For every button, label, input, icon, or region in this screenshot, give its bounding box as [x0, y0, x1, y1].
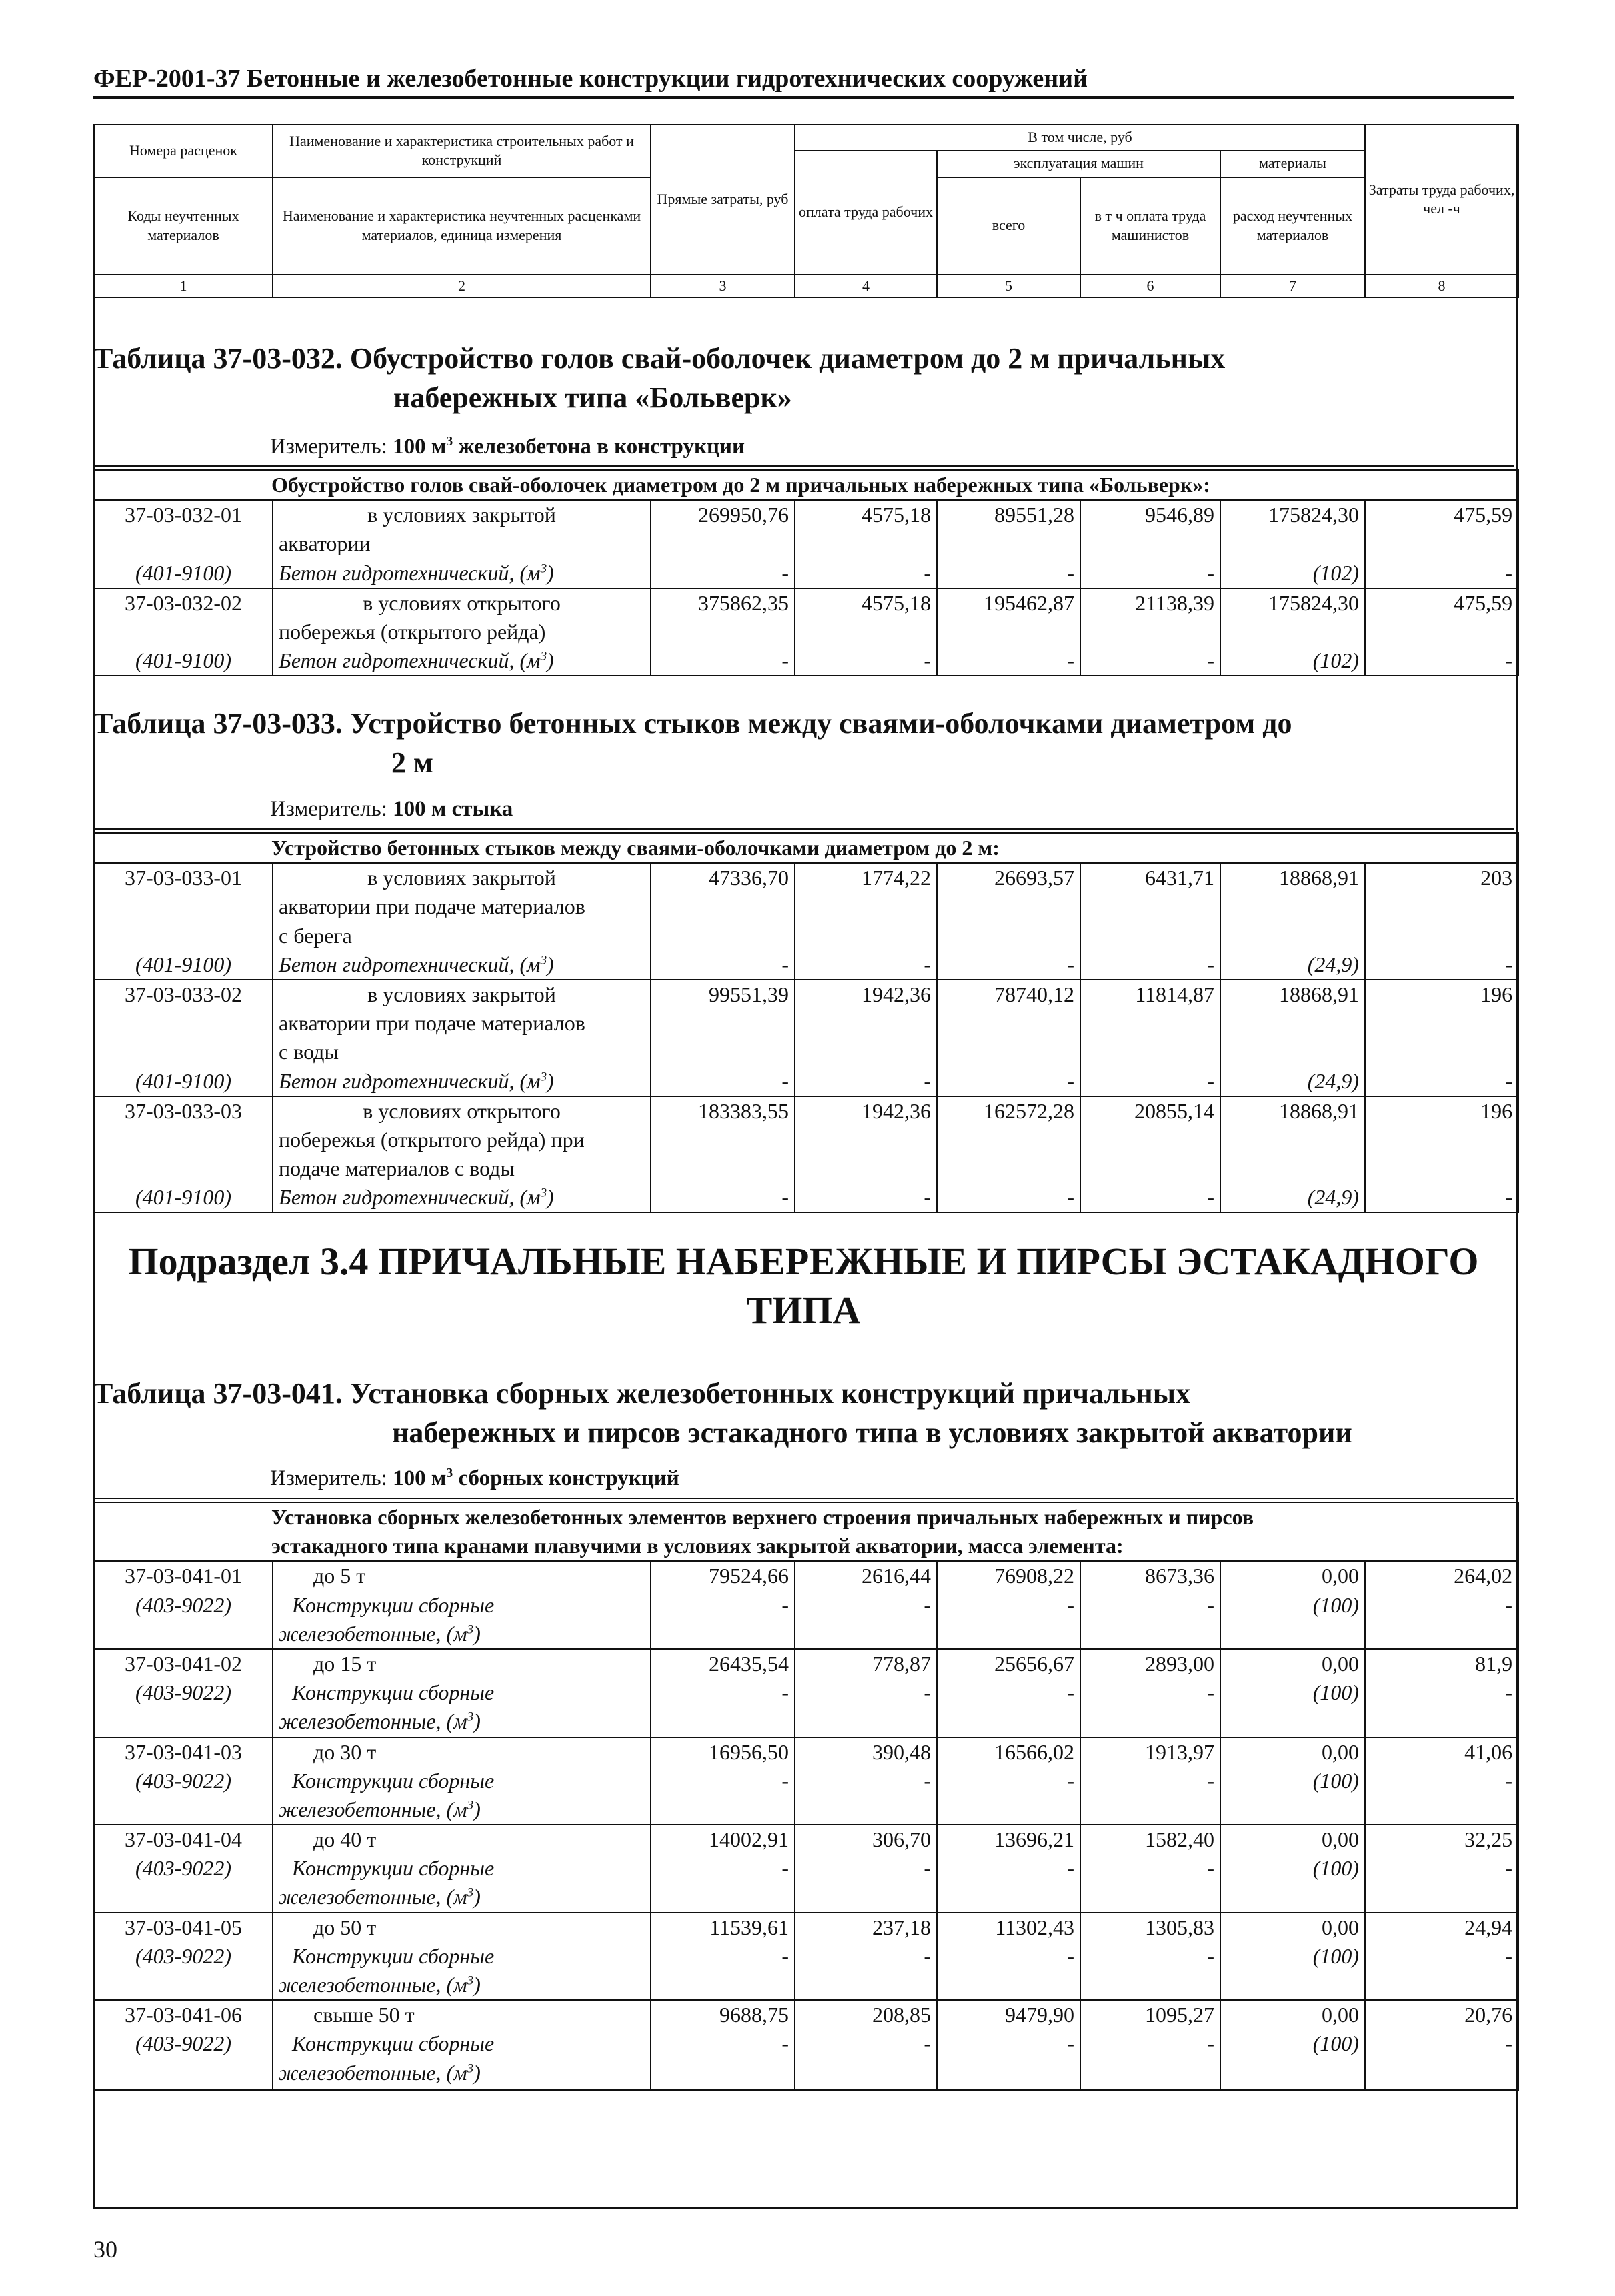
table-033-measure: Измеритель: 100 м стыка: [270, 797, 513, 821]
page-number: 30: [93, 2236, 117, 2263]
header-material-usage: расход неучтенных материалов: [1220, 177, 1365, 275]
table-033: [93, 832, 1519, 1213]
header-codes-top: Номера расценок: [94, 125, 273, 177]
table-row: 37-03-041-05 (403-9022) до 50 т Конструкции сборные железобетонные, $(м^3)$ 11539,61 - 237,18 - 11302,43 - 1305,83 - 0,00 (100) 24,94 -: [94, 1913, 1518, 2001]
table-row-material: (401-9100) Бетон гидротехнический, $(м^3)$ - - - - (24,9) -: [94, 1067, 1518, 1096]
table-032-title: Таблица 37-03-032. Обустройство голов свай-оболочек диаметром до 2 м причальных набережных типа «Больверк»: [93, 342, 1226, 415]
table-041: [93, 1502, 1519, 2091]
table-041-title: Таблица 37-03-041. Установка сборных железобетонных конструкций причальных набережных и пирсов эстакадного типа в условиях закрытой акватории: [93, 1377, 1352, 1450]
table-032-subheader: Обустройство голов свай-оболочек диаметром до 2 м причальных набережных типа «Больверк»:: [94, 470, 1518, 500]
table-row-material: (401-9100) Бетон гидротехнический, $(м^3)$ - - - - (24,9) -: [94, 1183, 1518, 1212]
header-labor-pay: оплата труда рабочих: [795, 151, 937, 275]
table-row-material: (401-9100) Бетон гидротехнический, $(м^3)$ - - - - (102) -: [94, 559, 1518, 588]
col-number: 2: [273, 275, 651, 298]
divider: [93, 1498, 1514, 1499]
header-names-bottom: Наименование и характеристика неучтенных расценками материалов, единица измерения: [273, 177, 651, 275]
header-names-top: Наименование и характеристика строительных работ и конструкций: [273, 125, 651, 177]
col-number: 8: [1365, 275, 1518, 298]
col-number: 4: [795, 275, 937, 298]
table-row: 37-03-041-06 (403-9022) свыше 50 т Конструкции сборные железобетонные, $(м^3)$ 9688,75 - 208,85 - 9479,90 - 1095,27 - 0,00 (100) 20,76 -: [94, 2000, 1518, 2090]
header-machines-total: всего: [937, 177, 1080, 275]
table-row-material: (401-9100) Бетон гидротехнический, $(м^3)$ - - - - (24,9) -: [94, 950, 1518, 980]
page-header: ФЕР-2001-37 Бетонные и железобетонные конструкции гидротехнических сооружений: [93, 64, 1514, 99]
table-041-measure: Измеритель: 100 $м^3$ сборных конструкций: [270, 1466, 679, 1490]
divider: [93, 828, 1514, 830]
table-row: 37-03-041-01 (403-9022) до 5 т Конструкции сборные железобетонные, $(м^3)$ 79524,66 - 2616,44 - 76908,22 - 8673,36 - 0,00 (100) 264,02 -: [94, 1561, 1518, 1649]
table-row: 37-03-041-04 (403-9022) до 40 т Конструкции сборные железобетонные, $(м^3)$ 14002,91 - 306,70 - 13696,21 - 1582,40 - 0,00 (100) 32,25 -: [94, 1825, 1518, 1913]
table-032: [93, 469, 1519, 676]
col-number: 7: [1220, 275, 1365, 298]
table-row: 37-03-041-03 (403-9022) до 30 т Конструкции сборные железобетонные, $(м^3)$ 16956,50 - 390,48 - 16566,02 - 1913,97 - 0,00 (100) 41,06 -: [94, 1737, 1518, 1825]
subsection-heading: Подраздел 3.4 ПРИЧАЛЬНЫЕ НАБЕРЕЖНЫЕ И ПИРСЫ ЭСТАКАДНОГО ТИПА: [128, 1240, 1479, 1332]
table-row-material: (401-9100) Бетон гидротехнический, $(м^3)$ - - - - (102) -: [94, 646, 1518, 676]
table-032-measure: Измеритель: 100 $м^3$ железобетона в конструкции: [270, 434, 745, 459]
divider: [93, 465, 1514, 467]
table-row: 37-03-032-02 в условиях открытого побережья (открытого рейда) 375862,35 4575,18 195462,87 21138,39 175824,30 475,59: [94, 588, 1518, 646]
table-041-subheader: Установка сборных железобетонных элементов верхнего строения причальных набережных и пирсов эстакадного типа кранами плавучими в условиях закрытой акватории, масса элемента:: [94, 1502, 1518, 1561]
table-033-subheader: Устройство бетонных стыков между сваями-оболочками диаметром до 2 м:: [94, 833, 1518, 863]
table-row: 37-03-033-01 в условиях закрытой акватории при подаче материалов с берега 47336,70 1774,22 26693,57 6431,71 18868,91 203: [94, 863, 1518, 950]
header-codes-bottom: Коды неучтенных материалов: [94, 177, 273, 275]
header-labor-hours: Затраты труда рабочих, чел -ч: [1365, 125, 1518, 275]
header-materials: материалы: [1220, 151, 1365, 177]
table-row: 37-03-033-03 в условиях открытого побережья (открытого рейда) при подаче материалов с воды 183383,55 1942,36 162572,28 20855,14 18868,91 196: [94, 1096, 1518, 1184]
table-row: 37-03-032-01 в условиях закрытой акватории 269950,76 4575,18 89551,28 9546,89 175824,30 475,59: [94, 500, 1518, 558]
header-operators-pay: в т ч оплата труда машинистов: [1080, 177, 1220, 275]
col-number: 6: [1080, 275, 1220, 298]
header-including: В том числе, руб: [795, 125, 1365, 151]
header-machine-operation: эксплуатация машин: [937, 151, 1220, 177]
table-row: 37-03-033-02 в условиях закрытой акватории при подаче материалов с воды 99551,39 1942,36 78740,12 11814,87 18868,91 196: [94, 980, 1518, 1067]
table-033-title: Таблица 37-03-033. Устройство бетонных стыков между сваями-оболочками диаметром до 2 м: [93, 707, 1292, 780]
col-number: 1: [94, 275, 273, 298]
table-row: 37-03-041-02 (403-9022) до 15 т Конструкции сборные железобетонные, $(м^3)$ 26435,54 - 778,87 - 25656,67 - 2893,00 - 0,00 (100) 81,9 -: [94, 1649, 1518, 1737]
col-number: 5: [937, 275, 1080, 298]
col-number: 3: [651, 275, 795, 298]
header-direct-costs: Прямые затраты, руб: [651, 125, 795, 275]
column-header-table: [93, 124, 1519, 298]
